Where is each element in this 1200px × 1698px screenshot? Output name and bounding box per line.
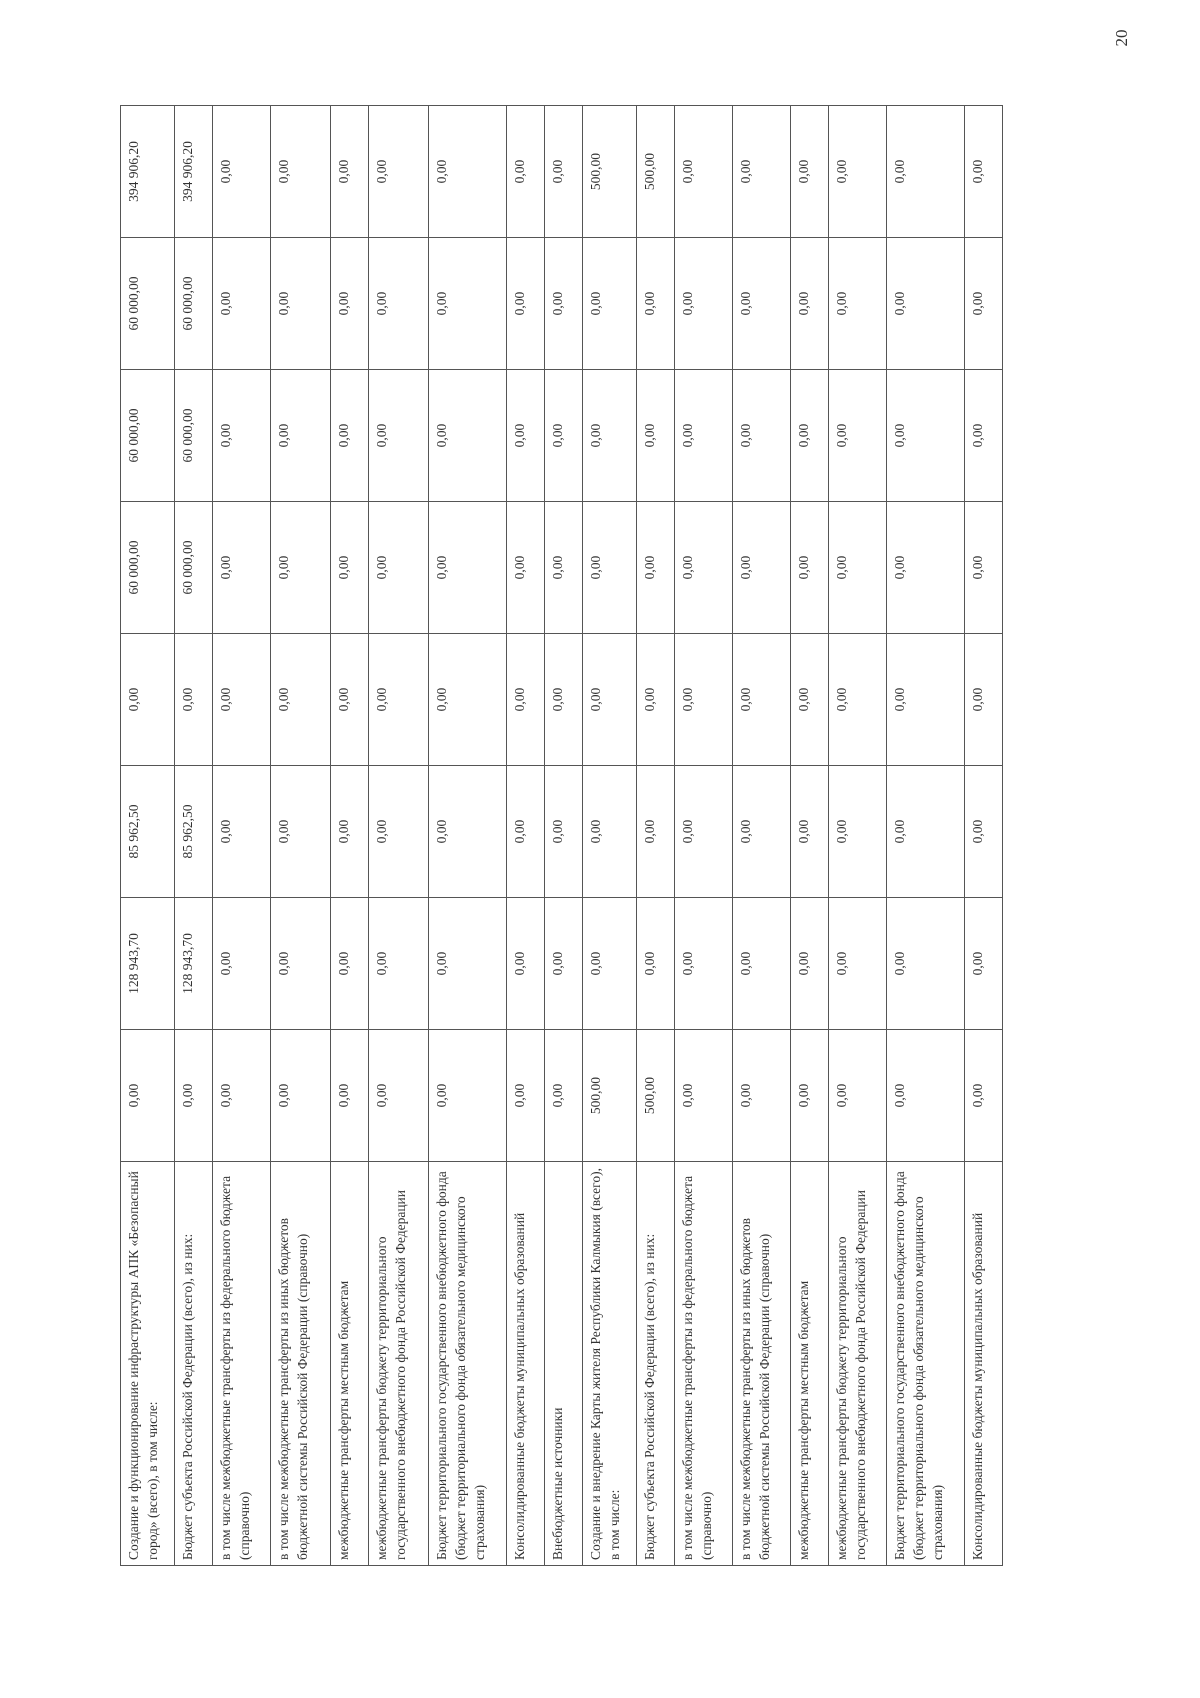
- value-cell: 0,00: [965, 1030, 1003, 1162]
- value-cell: 0,00: [213, 766, 271, 898]
- value-cell: 0,00: [965, 634, 1003, 766]
- row-label: в том числе межбюджетные трансферты из иных бюджетов бюджетной системы Российской Федерации (справочно): [271, 1162, 331, 1566]
- table-row: [829, 106, 887, 1566]
- row-label: Бюджет территориального государственного внебюджетного фонда (бюджет территориального фонда обязательного медицинского страхования): [429, 1162, 507, 1566]
- value-cell: 0,00: [545, 898, 583, 1030]
- value-cell: 0,00: [429, 502, 507, 634]
- value-cell: 0,00: [271, 502, 331, 634]
- row-label: Бюджет территориального государственного внебюджетного фонда (бюджет территориального фонда обязательного медицинского страхования): [887, 1162, 965, 1566]
- value-cell: 0,00: [965, 766, 1003, 898]
- value-cell: 0,00: [637, 370, 675, 502]
- page-number: 20: [1112, 29, 1131, 47]
- value-cell: 394 906,20: [121, 106, 175, 238]
- value-cell: 0,00: [965, 898, 1003, 1030]
- value-cell: 0,00: [675, 766, 733, 898]
- value-cell: 0,00: [675, 1030, 733, 1162]
- value-cell: 60 000,00: [121, 370, 175, 502]
- value-cell: 0,00: [429, 238, 507, 370]
- value-cell: 0,00: [791, 766, 829, 898]
- row-label: Консолидированные бюджеты муниципальных образований: [507, 1162, 545, 1566]
- value-cell: 60 000,00: [175, 238, 213, 370]
- value-cell: 0,00: [637, 502, 675, 634]
- value-cell: 0,00: [545, 1030, 583, 1162]
- table-row: [369, 106, 429, 1566]
- value-cell: 0,00: [429, 898, 507, 1030]
- value-cell: 0,00: [829, 634, 887, 766]
- value-cell: 0,00: [429, 370, 507, 502]
- value-cell: 0,00: [887, 898, 965, 1030]
- budget-table-body: [121, 106, 1003, 1566]
- value-cell: 0,00: [271, 238, 331, 370]
- value-cell: 0,00: [121, 1030, 175, 1162]
- value-cell: 0,00: [331, 898, 369, 1030]
- value-cell: 0,00: [583, 634, 637, 766]
- value-cell: 0,00: [887, 502, 965, 634]
- value-cell: 128 943,70: [121, 898, 175, 1030]
- value-cell: 0,00: [637, 766, 675, 898]
- value-cell: 0,00: [369, 898, 429, 1030]
- value-cell: 0,00: [213, 502, 271, 634]
- value-cell: 0,00: [829, 502, 887, 634]
- value-cell: 0,00: [213, 1030, 271, 1162]
- value-cell: 0,00: [331, 106, 369, 238]
- value-cell: 0,00: [675, 238, 733, 370]
- row-label: в том числе межбюджетные трансферты из иных бюджетов бюджетной системы Российской Федерации (справочно): [733, 1162, 791, 1566]
- value-cell: 0,00: [965, 106, 1003, 238]
- value-cell: 0,00: [369, 238, 429, 370]
- value-cell: 0,00: [507, 898, 545, 1030]
- value-cell: 0,00: [583, 502, 637, 634]
- value-cell: 60 000,00: [121, 238, 175, 370]
- value-cell: 0,00: [791, 106, 829, 238]
- value-cell: 0,00: [331, 1030, 369, 1162]
- table-row: [733, 106, 791, 1566]
- value-cell: 0,00: [637, 898, 675, 1030]
- value-cell: 0,00: [675, 898, 733, 1030]
- value-cell: 0,00: [369, 766, 429, 898]
- budget-table: [120, 105, 1003, 1566]
- value-cell: 0,00: [545, 502, 583, 634]
- value-cell: 0,00: [271, 1030, 331, 1162]
- value-cell: 0,00: [331, 370, 369, 502]
- table-row: [545, 106, 583, 1566]
- value-cell: 0,00: [583, 238, 637, 370]
- row-label: в том числе межбюджетные трансферты из федерального бюджета (справочно): [675, 1162, 733, 1566]
- value-cell: 0,00: [675, 502, 733, 634]
- value-cell: 0,00: [507, 634, 545, 766]
- value-cell: 0,00: [369, 502, 429, 634]
- value-cell: 0,00: [791, 238, 829, 370]
- value-cell: 0,00: [545, 238, 583, 370]
- value-cell: 0,00: [429, 634, 507, 766]
- value-cell: 0,00: [887, 634, 965, 766]
- value-cell: 0,00: [271, 106, 331, 238]
- value-cell: 0,00: [887, 238, 965, 370]
- table-row: [637, 106, 675, 1566]
- value-cell: 0,00: [175, 1030, 213, 1162]
- value-cell: 0,00: [213, 370, 271, 502]
- row-label: межбюджетные трансферты местным бюджетам: [331, 1162, 369, 1566]
- value-cell: 0,00: [507, 370, 545, 502]
- value-cell: 60 000,00: [121, 502, 175, 634]
- value-cell: 0,00: [887, 370, 965, 502]
- value-cell: 0,00: [887, 106, 965, 238]
- value-cell: 500,00: [583, 1030, 637, 1162]
- value-cell: 0,00: [887, 1030, 965, 1162]
- table-row: [121, 106, 175, 1566]
- value-cell: 0,00: [791, 502, 829, 634]
- value-cell: 0,00: [121, 634, 175, 766]
- value-cell: 500,00: [583, 106, 637, 238]
- value-cell: 0,00: [791, 1030, 829, 1162]
- value-cell: 0,00: [369, 634, 429, 766]
- value-cell: 0,00: [429, 1030, 507, 1162]
- value-cell: 0,00: [369, 370, 429, 502]
- value-cell: 0,00: [829, 238, 887, 370]
- table-row: [331, 106, 369, 1566]
- value-cell: 0,00: [545, 634, 583, 766]
- value-cell: 0,00: [791, 634, 829, 766]
- table-row: [791, 106, 829, 1566]
- value-cell: 0,00: [271, 766, 331, 898]
- value-cell: 0,00: [733, 502, 791, 634]
- table-row: [213, 106, 271, 1566]
- row-label: Бюджет субъекта Российской Федерации (всего), из них:: [175, 1162, 213, 1566]
- value-cell: 0,00: [545, 106, 583, 238]
- table-row: [429, 106, 507, 1566]
- value-cell: 0,00: [829, 766, 887, 898]
- row-label: межбюджетные трансферты бюджету территориального государственного внебюджетного фонда Российской Федерации: [829, 1162, 887, 1566]
- value-cell: 60 000,00: [175, 370, 213, 502]
- table-row: [583, 106, 637, 1566]
- value-cell: 0,00: [271, 370, 331, 502]
- value-cell: 0,00: [733, 238, 791, 370]
- value-cell: 0,00: [733, 766, 791, 898]
- value-cell: 0,00: [213, 106, 271, 238]
- value-cell: 0,00: [791, 898, 829, 1030]
- value-cell: 0,00: [829, 1030, 887, 1162]
- value-cell: 0,00: [369, 106, 429, 238]
- value-cell: 0,00: [965, 370, 1003, 502]
- value-cell: 0,00: [331, 634, 369, 766]
- value-cell: 0,00: [637, 634, 675, 766]
- row-label: Внебюджетные источники: [545, 1162, 583, 1566]
- value-cell: 0,00: [965, 238, 1003, 370]
- value-cell: 85 962,50: [175, 766, 213, 898]
- value-cell: 0,00: [733, 898, 791, 1030]
- value-cell: 0,00: [507, 238, 545, 370]
- table-row: [965, 106, 1003, 1566]
- value-cell: 0,00: [429, 766, 507, 898]
- value-cell: 0,00: [829, 370, 887, 502]
- value-cell: 0,00: [637, 238, 675, 370]
- value-cell: 0,00: [733, 106, 791, 238]
- row-label: Бюджет субъекта Российской Федерации (всего), из них:: [637, 1162, 675, 1566]
- value-cell: 500,00: [637, 1030, 675, 1162]
- value-cell: 85 962,50: [121, 766, 175, 898]
- table-row: [507, 106, 545, 1566]
- value-cell: 0,00: [675, 634, 733, 766]
- table-row: [271, 106, 331, 1566]
- value-cell: 0,00: [213, 634, 271, 766]
- value-cell: 0,00: [887, 766, 965, 898]
- table-row: [175, 106, 213, 1566]
- row-label: Создание и функционирование инфраструктуры АПК «Безопасный город» (всего), в том числе:: [121, 1162, 175, 1566]
- value-cell: 0,00: [271, 898, 331, 1030]
- value-cell: 0,00: [175, 634, 213, 766]
- value-cell: 0,00: [791, 370, 829, 502]
- value-cell: 128 943,70: [175, 898, 213, 1030]
- value-cell: 0,00: [213, 898, 271, 1030]
- value-cell: 0,00: [965, 502, 1003, 634]
- row-label: Консолидированные бюджеты муниципальных образований: [965, 1162, 1003, 1566]
- row-label: межбюджетные трансферты местным бюджетам: [791, 1162, 829, 1566]
- value-cell: 0,00: [507, 766, 545, 898]
- value-cell: 0,00: [545, 370, 583, 502]
- value-cell: 0,00: [675, 106, 733, 238]
- row-label: межбюджетные трансферты бюджету территориального государственного внебюджетного фонда Российской Федерации: [369, 1162, 429, 1566]
- table-row: [887, 106, 965, 1566]
- value-cell: 0,00: [331, 766, 369, 898]
- value-cell: 0,00: [583, 370, 637, 502]
- value-cell: 0,00: [733, 634, 791, 766]
- value-cell: 0,00: [507, 502, 545, 634]
- table-row: [675, 106, 733, 1566]
- value-cell: 0,00: [507, 1030, 545, 1162]
- value-cell: 0,00: [331, 238, 369, 370]
- row-label: Создание и внедрение Карты жителя Республики Калмыкия (всего), в том числе:: [583, 1162, 637, 1566]
- row-label: в том числе межбюджетные трансферты из федерального бюджета (справочно): [213, 1162, 271, 1566]
- value-cell: 0,00: [829, 898, 887, 1030]
- value-cell: 0,00: [271, 634, 331, 766]
- value-cell: 394 906,20: [175, 106, 213, 238]
- value-cell: 0,00: [331, 502, 369, 634]
- value-cell: 60 000,00: [175, 502, 213, 634]
- value-cell: 0,00: [369, 1030, 429, 1162]
- value-cell: 0,00: [583, 898, 637, 1030]
- value-cell: 0,00: [733, 1030, 791, 1162]
- value-cell: 0,00: [829, 106, 887, 238]
- value-cell: 0,00: [545, 766, 583, 898]
- value-cell: 0,00: [507, 106, 545, 238]
- value-cell: 0,00: [429, 106, 507, 238]
- value-cell: 0,00: [213, 238, 271, 370]
- value-cell: 0,00: [733, 370, 791, 502]
- value-cell: 0,00: [675, 370, 733, 502]
- value-cell: 500,00: [637, 106, 675, 238]
- value-cell: 0,00: [583, 766, 637, 898]
